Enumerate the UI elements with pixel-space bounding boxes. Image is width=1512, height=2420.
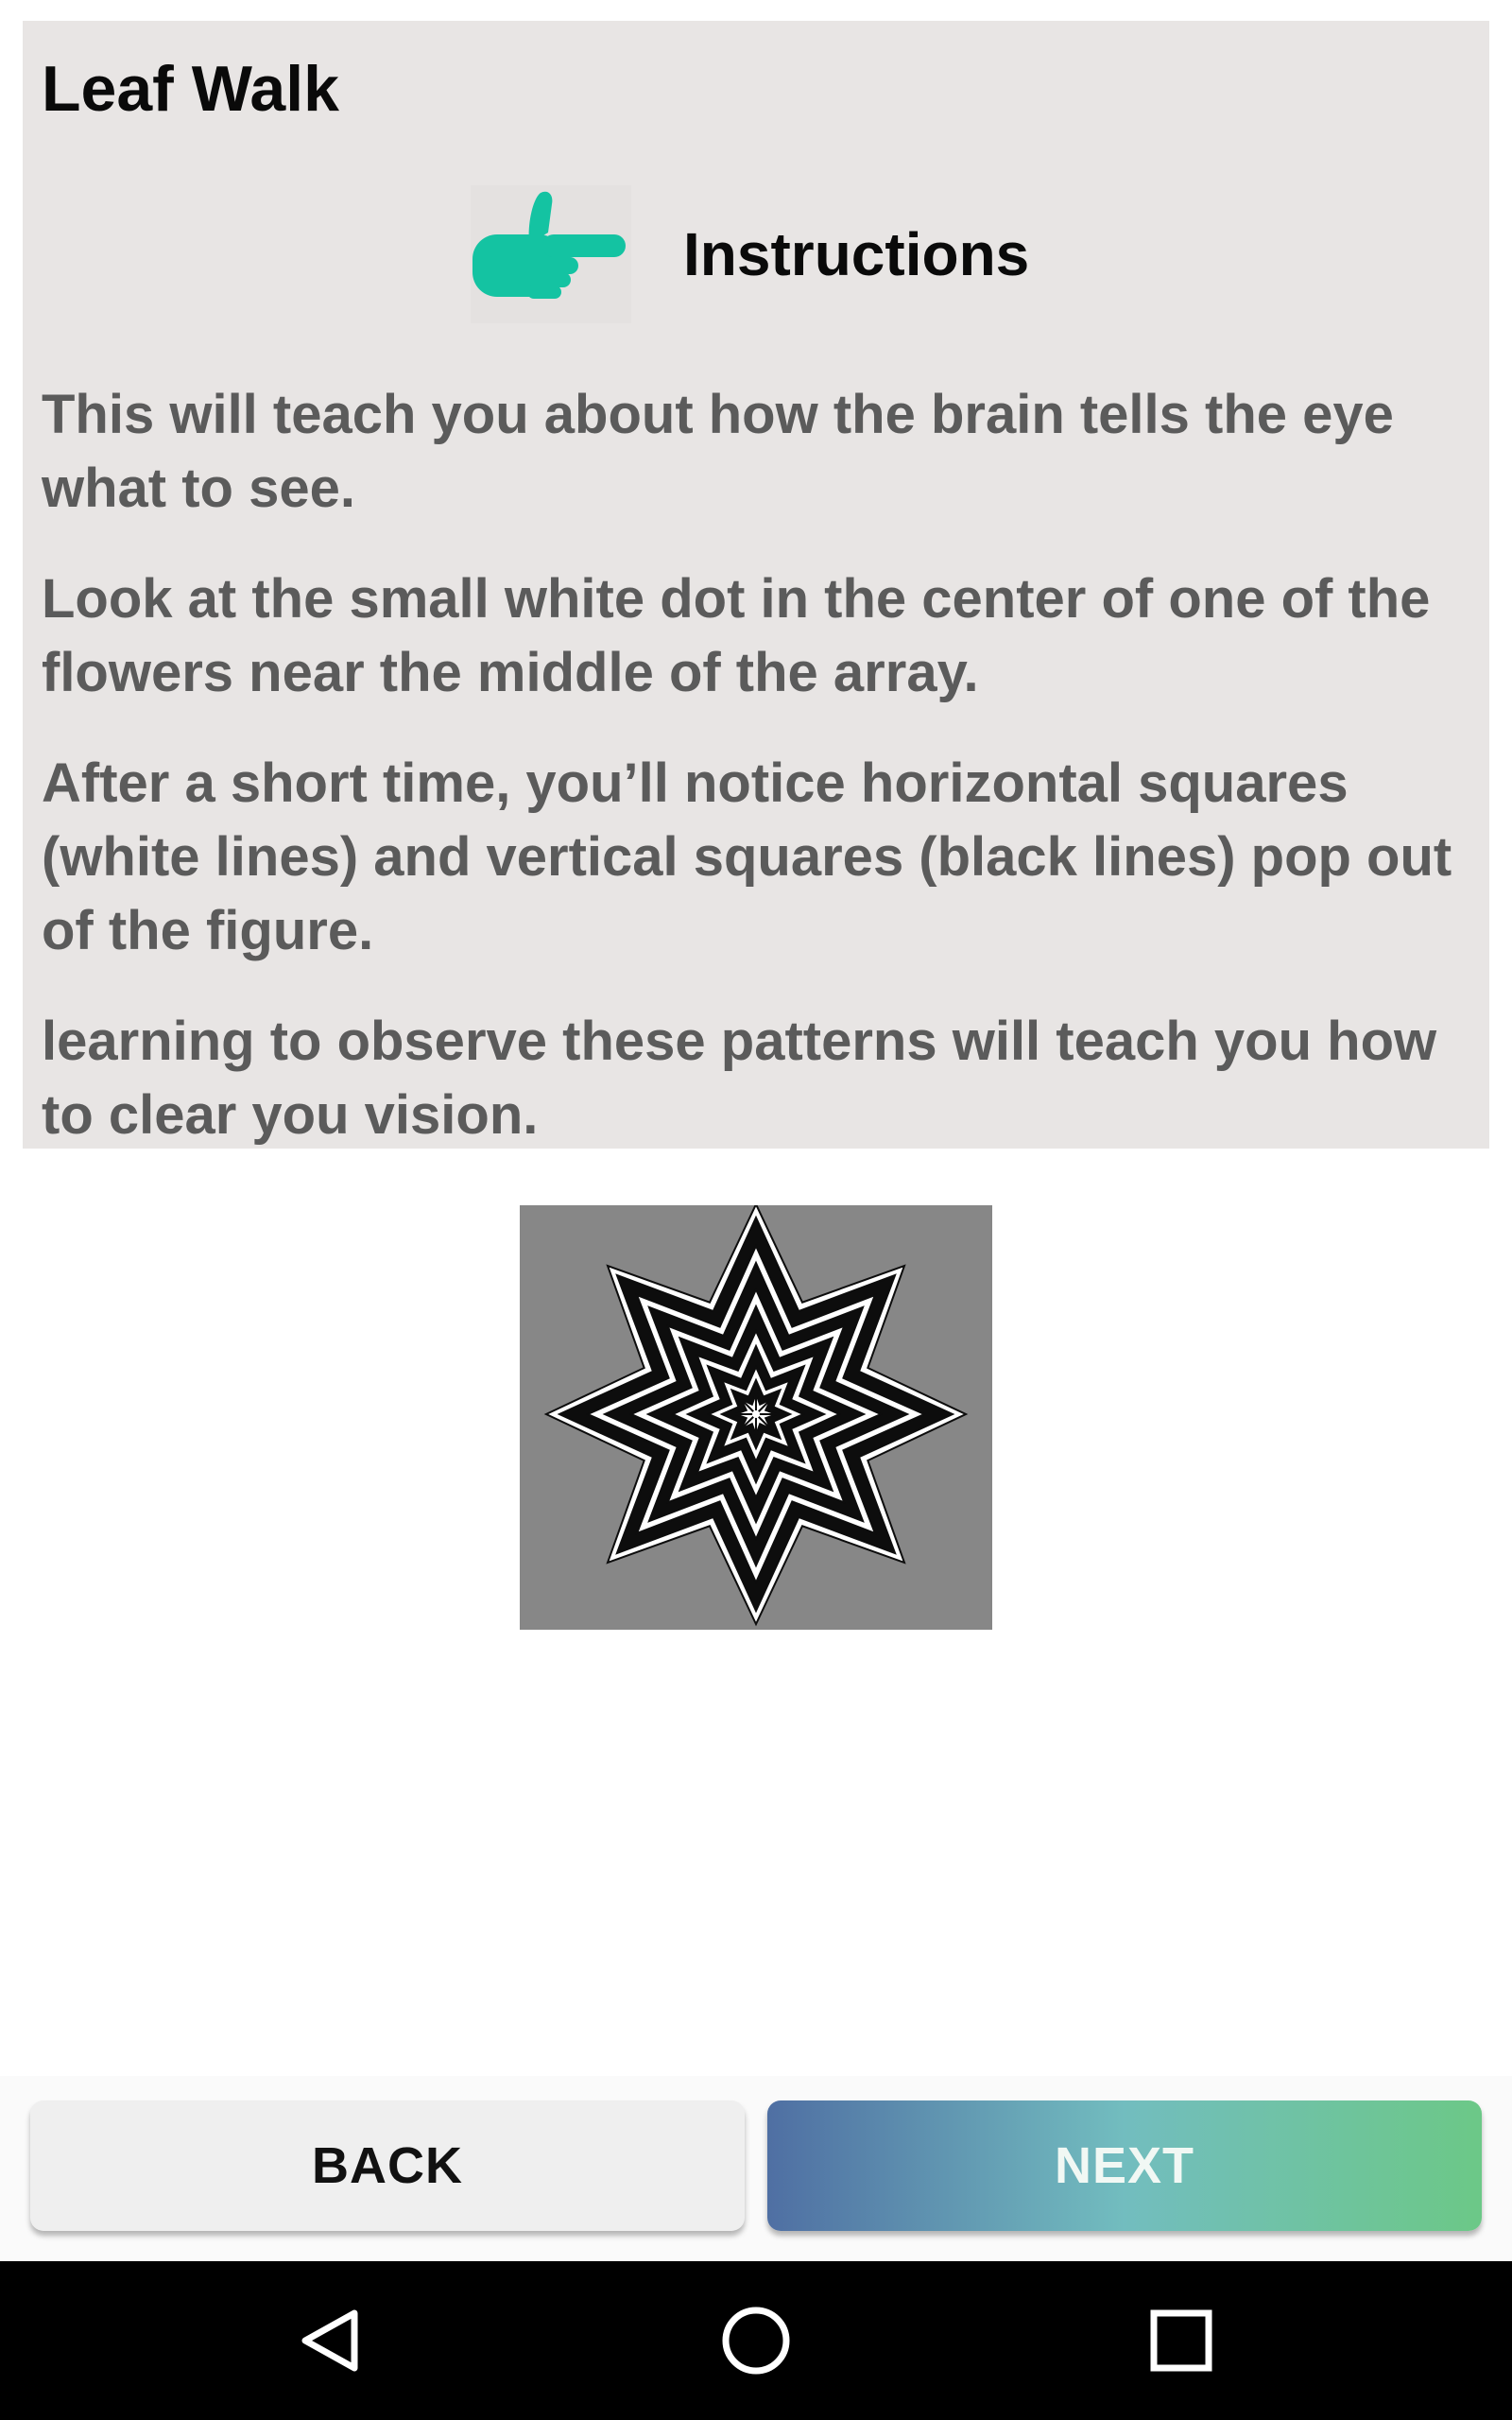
system-navigation-bar — [0, 2261, 1512, 2420]
star-illusion-graphic — [520, 1205, 992, 1630]
circle-home-icon[interactable] — [709, 2293, 803, 2388]
pointing-hand-icon — [471, 185, 631, 323]
page-title: Leaf Walk — [42, 53, 339, 125]
instruction-paragraph: After a short time, you’ll notice horizontal squares (white lines) and vertical squares (black lines) pop out of the figure. — [42, 752, 1452, 961]
bottom-button-bar — [0, 2076, 1512, 2261]
instructions-header — [471, 183, 1029, 325]
back-button[interactable]: BACK — [30, 2100, 745, 2231]
illusion-image — [520, 1205, 992, 1630]
top-strip — [0, 0, 1512, 21]
instructions-heading: Instructions — [683, 220, 1030, 288]
instruction-paragraph: learning to observe these patterns will teach you how to clear you vision. — [42, 1011, 1437, 1146]
triangle-back-icon[interactable] — [284, 2293, 378, 2388]
instruction-paragraph: This will teach you about how the brain tells the eye what to see. — [42, 384, 1394, 519]
instruction-paragraph: Look at the small white dot in the center of one of the flowers near the middle of the array. — [42, 568, 1431, 703]
center-white-dot — [752, 1410, 760, 1418]
instructions-card — [23, 21, 1489, 1149]
next-button[interactable]: NEXT — [767, 2100, 1482, 2231]
square-recents-icon[interactable] — [1134, 2293, 1228, 2388]
